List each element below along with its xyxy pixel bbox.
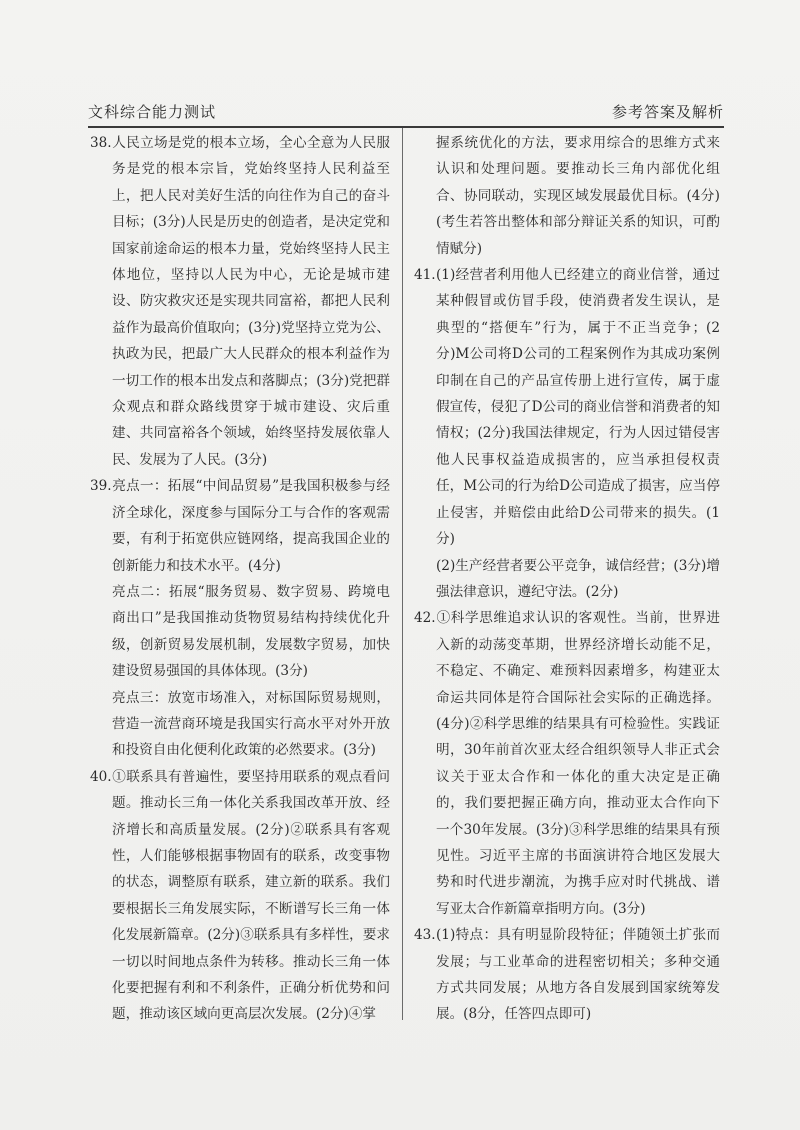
header-right-title: 参考答案及解析 — [611, 103, 724, 121]
answer-text: (1)经营者利用他人已经建立的商业信誉，通过某种假冒或仿冒手段，使消费者发生误认，是典型的“搭便车”行为，属于不正当竞争；(2分)M公司将D公司的工程案例作为其成功案例印制在自己的产品宣传册上进行宣传，属于虚假宣传，侵犯了D公司的商业信誉和消费者的知情权；(2分)我国法律规定，行为人因过错侵害他人民事权益造成损害的，应当承担侵权责任，M公司的行为给D公司造成了损害，应当停止侵害，并赔偿由此给D公司带来的损失。(1分) — [436, 267, 720, 548]
right-column — [414, 130, 720, 1028]
answer-43 — [414, 922, 720, 1028]
answer-39-highlight-3: 亮点三：放宽市场准入，对标国际贸易规则，营造一流营商环境是我国实行高水平对外开放和投资自由化便利化政策的必然要求。(3分) — [112, 689, 390, 759]
answer-text: 人民立场是党的根本立场，全心全意为人民服务是党的根本宗旨，党始终坚持人民利益至上，把人民对美好生活的向往作为自己的奋斗目标；(3分)人民是历史的创造者，是决定党和国家前途命运的根本力量，党始终坚持人民主体地位，坚持以人民为中心，无论是城市建设、防灾救灾还是实现共同富裕，都把人民利益作为最高价值取向；(3分)党坚持立党为公、执政为民，把最广大人民群众的根本利益作为一切工作的根本出发点和落脚点；(3分)党把群众观点和群众路线贯穿于城市建设、灾后重建、共同富裕各个领域，始终坚持发展依靠人民、发展为了人民。(3分) — [112, 135, 390, 468]
page-header — [88, 100, 724, 128]
column-divider — [402, 128, 403, 1020]
question-number: 40. — [90, 768, 112, 785]
answer-41 — [414, 262, 720, 552]
question-number: 41. — [414, 267, 436, 284]
question-number: 39. — [90, 478, 112, 495]
question-number: 38. — [90, 135, 112, 151]
answer-text: ①科学思维追求认识的客观性。当前，世界进入新的动荡变革期，世界经济增长动能不足，不稳定、不确定、难预料因素增多，构建亚太命运共同体是符合国际社会实际的正确选择。(4分)②科学思维的结果具有可检验性。实践证明，30年前首次亚太经合组织领导人非正式会议关于亚太合作和一体化的重大决定是正确的，我们要把握正确方向，推动亚太合作向下一个30年发展。(3分)③科学思维的结果具有预见性。习近平主席的书面演讲符合地区发展大势和时代进步潮流，为携手应对时代挑战、谱写亚太合作新篇章指明方向。(3分) — [436, 610, 720, 917]
answer-text: ①联系具有普遍性，要坚持用联系的观点看问题。推动长三角一体化关系我国改革开放、经济增长和高质量发展。(2分)②联系具有客观性，人们能够根据事物固有的联系，改变事物的状态，调整原有联系，建立新的联系。我们要根据长三角发展实际，不断谱写长三角一体化发展新篇章。(2分)③联系具有多样性，要求一切以时间地点条件为转移。推动长三角一体化要把握有利和不利条件，正确分析优势和问题，推动该区域向更高层次发展。(2分)④掌 — [112, 768, 390, 1023]
question-number: 42. — [414, 610, 436, 627]
answer-40-continued: 握系统优化的方法，要求用综合的思维方式来认识和处理问题。要推动长三角内部优化组合、协同联动，实现区域发展最优目标。(4分)(考生若答出整体和部分辩证关系的知识，可酌情赋分) — [436, 135, 720, 257]
answer-39 — [90, 473, 390, 579]
question-number: 43. — [414, 927, 436, 944]
answer-39-highlight-2: 亮点二：拓展“服务贸易、数字贸易、跨境电商出口”是我国推动货物贸易结构持续优化升级，创新贸易发展机制，发展数字贸易，加快建设贸易强国的具体体现。(3分) — [112, 583, 390, 680]
answer-38 — [90, 130, 390, 473]
answer-text: (1)特点：具有明显阶段特征；伴随领土扩张而发展；与工业革命的进程密切相关；多种交通方式共同发展；从地方各自发展到国家统筹发展。(8分，任答四点即可) — [436, 927, 720, 1023]
left-column — [90, 130, 390, 1028]
answer-40 — [90, 764, 390, 1028]
answer-text: 亮点一：拓展“中间品贸易”是我国积极参与经济全球化，深度参与国际分工与合作的客观需要，有利于拓宽供应链网络，提高我国企业的创新能力和技术水平。(4分) — [112, 478, 390, 574]
answer-42 — [414, 605, 720, 922]
header-left-title: 文科综合能力测试 — [88, 103, 217, 121]
answer-41-part-2: (2)生产经营者要公平竞争，诚信经营；(3分)增强法律意识，遵纪守法。(2分) — [436, 557, 720, 600]
